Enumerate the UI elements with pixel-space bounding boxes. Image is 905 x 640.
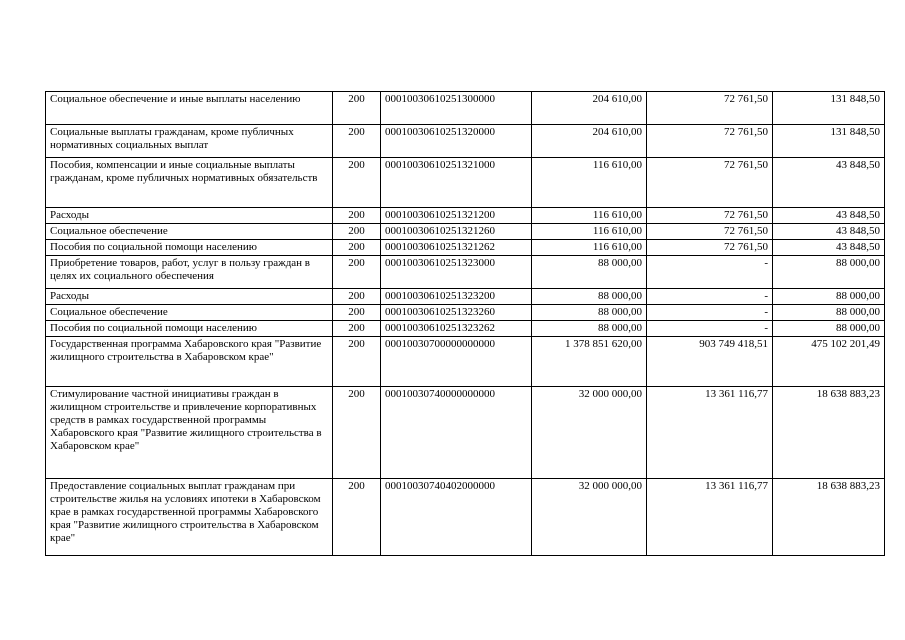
row-kbk-cell: 00010030610251321000 bbox=[381, 158, 532, 208]
row-approved-cell: 32 000 000,00 bbox=[532, 387, 647, 479]
row-kbk-cell: 00010030610251323200 bbox=[381, 289, 532, 305]
row-code-cell: 200 bbox=[333, 479, 381, 556]
row-name-cell: Приобретение товаров, работ, услуг в пользу граждан в целях их социального обеспечения bbox=[46, 256, 333, 289]
row-kbk-cell: 00010030610251321262 bbox=[381, 240, 532, 256]
row-unexecuted-cell: 43 848,50 bbox=[773, 208, 885, 224]
row-approved-cell: 116 610,00 bbox=[532, 158, 647, 208]
table-row bbox=[46, 125, 885, 158]
row-name-cell: Расходы bbox=[46, 289, 333, 305]
row-executed-cell: 903 749 418,51 bbox=[647, 337, 773, 387]
row-approved-cell: 88 000,00 bbox=[532, 305, 647, 321]
row-unexecuted-cell: 88 000,00 bbox=[773, 289, 885, 305]
row-executed-cell: 72 761,50 bbox=[647, 224, 773, 240]
table-row bbox=[46, 479, 885, 556]
row-code-cell: 200 bbox=[333, 240, 381, 256]
row-unexecuted-cell: 131 848,50 bbox=[773, 92, 885, 125]
row-name-cell: Социальное обеспечение bbox=[46, 305, 333, 321]
row-name-cell: Социальное обеспечение bbox=[46, 224, 333, 240]
row-name-cell: Стимулирование частной инициативы граждан в жилищном строительстве и привлечение корпоративных средств в рамках государственной программы Хабаровского края "Развитие жилищного строительства в Хабаровском крае" bbox=[46, 387, 333, 479]
budget-execution-table bbox=[45, 91, 885, 556]
row-kbk-cell: 00010030700000000000 bbox=[381, 337, 532, 387]
row-kbk-cell: 00010030740402000000 bbox=[381, 479, 532, 556]
row-executed-cell: - bbox=[647, 289, 773, 305]
row-name-cell: Пособия по социальной помощи населению bbox=[46, 321, 333, 337]
table-row bbox=[46, 305, 885, 321]
row-kbk-cell: 00010030740000000000 bbox=[381, 387, 532, 479]
row-executed-cell: 72 761,50 bbox=[647, 158, 773, 208]
row-executed-cell: 13 361 116,77 bbox=[647, 479, 773, 556]
row-executed-cell: - bbox=[647, 256, 773, 289]
row-code-cell: 200 bbox=[333, 337, 381, 387]
row-unexecuted-cell: 18 638 883,23 bbox=[773, 387, 885, 479]
row-name-cell: Социальные выплаты гражданам, кроме публичных нормативных социальных выплат bbox=[46, 125, 333, 158]
row-kbk-cell: 00010030610251323260 bbox=[381, 305, 532, 321]
row-code-cell: 200 bbox=[333, 125, 381, 158]
row-name-cell: Государственная программа Хабаровского края "Развитие жилищного строительства в Хабаровском крае" bbox=[46, 337, 333, 387]
row-executed-cell: 72 761,50 bbox=[647, 125, 773, 158]
row-code-cell: 200 bbox=[333, 289, 381, 305]
row-unexecuted-cell: 43 848,50 bbox=[773, 158, 885, 208]
row-code-cell: 200 bbox=[333, 387, 381, 479]
row-unexecuted-cell: 43 848,50 bbox=[773, 240, 885, 256]
table-row bbox=[46, 240, 885, 256]
row-unexecuted-cell: 88 000,00 bbox=[773, 305, 885, 321]
table-row bbox=[46, 92, 885, 125]
row-code-cell: 200 bbox=[333, 256, 381, 289]
row-unexecuted-cell: 131 848,50 bbox=[773, 125, 885, 158]
table-row bbox=[46, 256, 885, 289]
row-approved-cell: 88 000,00 bbox=[532, 256, 647, 289]
row-approved-cell: 1 378 851 620,00 bbox=[532, 337, 647, 387]
table-row bbox=[46, 224, 885, 240]
row-approved-cell: 88 000,00 bbox=[532, 289, 647, 305]
row-approved-cell: 116 610,00 bbox=[532, 240, 647, 256]
row-executed-cell: - bbox=[647, 305, 773, 321]
row-code-cell: 200 bbox=[333, 321, 381, 337]
row-kbk-cell: 00010030610251323000 bbox=[381, 256, 532, 289]
table-row bbox=[46, 158, 885, 208]
table-row bbox=[46, 387, 885, 479]
row-unexecuted-cell: 88 000,00 bbox=[773, 321, 885, 337]
row-unexecuted-cell: 43 848,50 bbox=[773, 224, 885, 240]
row-name-cell: Пособия по социальной помощи населению bbox=[46, 240, 333, 256]
row-executed-cell: 13 361 116,77 bbox=[647, 387, 773, 479]
row-kbk-cell: 00010030610251320000 bbox=[381, 125, 532, 158]
row-name-cell: Социальное обеспечение и иные выплаты населению bbox=[46, 92, 333, 125]
row-executed-cell: 72 761,50 bbox=[647, 240, 773, 256]
row-approved-cell: 116 610,00 bbox=[532, 224, 647, 240]
row-kbk-cell: 00010030610251300000 bbox=[381, 92, 532, 125]
row-executed-cell: - bbox=[647, 321, 773, 337]
row-approved-cell: 116 610,00 bbox=[532, 208, 647, 224]
row-code-cell: 200 bbox=[333, 158, 381, 208]
table-row bbox=[46, 337, 885, 387]
table-row bbox=[46, 208, 885, 224]
row-unexecuted-cell: 18 638 883,23 bbox=[773, 479, 885, 556]
row-approved-cell: 204 610,00 bbox=[532, 125, 647, 158]
row-kbk-cell: 00010030610251321260 bbox=[381, 224, 532, 240]
row-executed-cell: 72 761,50 bbox=[647, 92, 773, 125]
row-name-cell: Предоставление социальных выплат гражданам при строительстве жилья на условиях ипотеки в Хабаровском крае в рамках государственной программы Хабаровского края "Развитие жилищного строительства в Хабаровском крае" bbox=[46, 479, 333, 556]
row-code-cell: 200 bbox=[333, 92, 381, 125]
row-code-cell: 200 bbox=[333, 208, 381, 224]
row-approved-cell: 32 000 000,00 bbox=[532, 479, 647, 556]
table-row bbox=[46, 289, 885, 305]
row-unexecuted-cell: 475 102 201,49 bbox=[773, 337, 885, 387]
row-unexecuted-cell: 88 000,00 bbox=[773, 256, 885, 289]
row-name-cell: Пособия, компенсации и иные социальные выплаты гражданам, кроме публичных нормативных обязательств bbox=[46, 158, 333, 208]
row-approved-cell: 88 000,00 bbox=[532, 321, 647, 337]
row-code-cell: 200 bbox=[333, 305, 381, 321]
row-code-cell: 200 bbox=[333, 224, 381, 240]
table-row bbox=[46, 321, 885, 337]
row-kbk-cell: 00010030610251321200 bbox=[381, 208, 532, 224]
row-approved-cell: 204 610,00 bbox=[532, 92, 647, 125]
row-kbk-cell: 00010030610251323262 bbox=[381, 321, 532, 337]
row-name-cell: Расходы bbox=[46, 208, 333, 224]
table-body bbox=[46, 92, 885, 556]
row-executed-cell: 72 761,50 bbox=[647, 208, 773, 224]
